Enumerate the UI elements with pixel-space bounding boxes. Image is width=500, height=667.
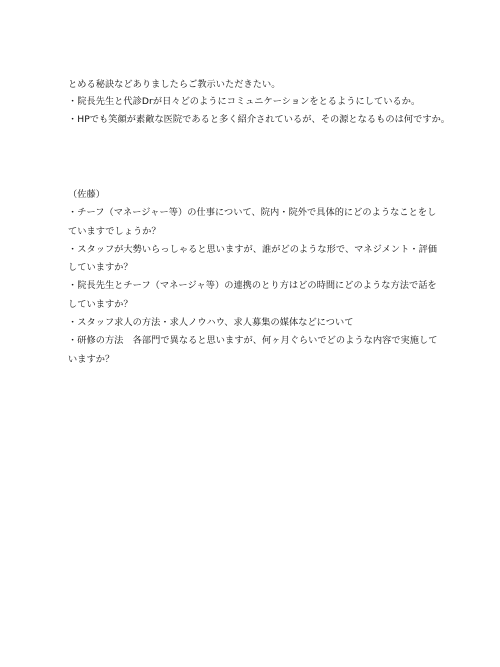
section-heading: （佐藤） [68,189,105,200]
text-line: ・研修の方法 各部門で異なると思いますが、何ヶ月ぐらいでどのような内容で実施して [68,335,438,347]
text-line: ・HPでも笑顔が素敵な医院であると多く紹介されているが、その源となるものは何ですか。 [68,113,451,125]
text-line: ・スタッフが大勢いらっしゃると思いますが、誰がどのような形で、マネジメント・評価 [68,243,438,255]
text-line: ていますでしょうか？ [68,225,161,237]
text-line: とめる秘訣などありましたらご教示いただきたい。 [68,79,281,90]
text-line: していますか？ [68,298,133,310]
intro-question-block [68,76,468,128]
text-line: ・スタッフ求人の方法・求人ノウハウ、求人募集の媒体などについて [68,317,354,329]
sato-question-block [68,186,468,369]
text-line: ・チーフ（マネージャー等）の仕事について、院内・院外で具体的にどのようなことをし [68,207,437,219]
text-line: いますか？ [68,353,115,365]
text-line: ・院長先生と代診Drが日々どのようにコミュニケーションをとるようにしているか。 [68,96,421,108]
text-line: ・院長先生とチーフ（マネージャ等）の連携のとり方はどの時間にどのような方法で話を [68,280,437,292]
text-line: していますか？ [68,262,133,274]
